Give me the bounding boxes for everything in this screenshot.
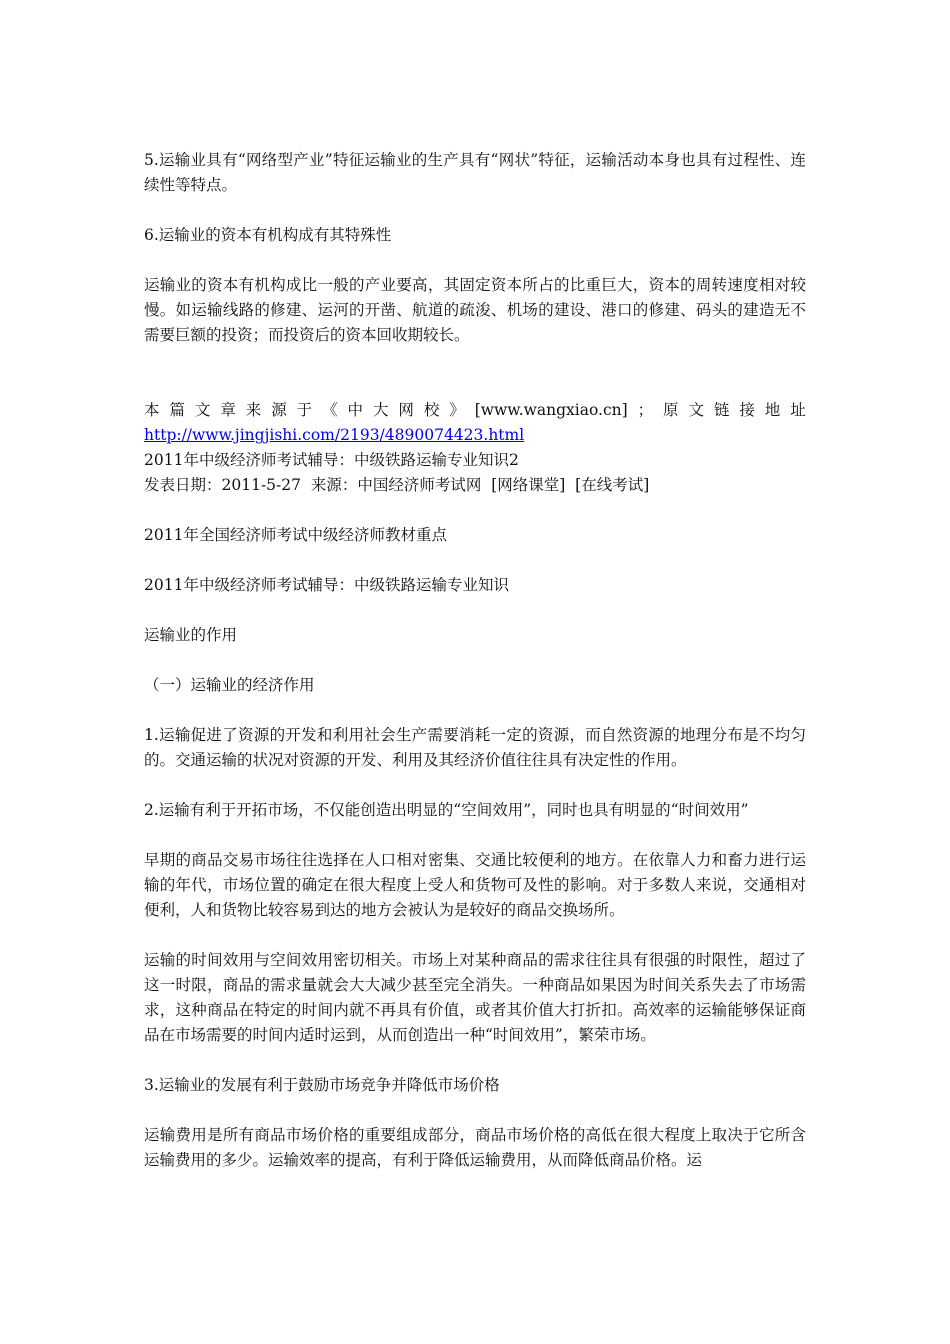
source-char: 地 <box>764 401 781 419</box>
source-char: 接 <box>739 401 755 419</box>
paragraph: 早期的商品交易市场往往选择在人口相对密集、交通比较便利的地方。在依靠人力和畜力进行运输的年代，市场位置的确定在很大程度上受人和货物可及性的影响。对于多数人来说，交通相对便利，人和货物比较容易到达的地方会被认为是较好的商品交换场所。 <box>144 851 806 919</box>
document-page <box>144 148 806 1198</box>
source-char: 中 <box>347 401 364 419</box>
paragraph: 运输的时间效用与空间效用密切相关。市场上对某种商品的需求往往具有很强的时限性，超过了这一时限，商品的需求量就会大大减少甚至完全消失。一种商品如果因为时间关系失去了市场需求，这种商品在特定的时间内就不再具有价值，或者其价值大打折扣。高效率的运输能够保证商品在市场需要的时间内适时运到，从而创造出一种“时间效用”，繁荣市场。 <box>144 951 806 1044</box>
paragraph: 2.运输有利于开拓市场，不仅能创造出明显的“空间效用”，同时也具有明显的“时间效用” <box>144 801 749 819</box>
paragraph: 2011年全国经济师考试中级经济师教材重点 <box>144 526 447 544</box>
source-char: 章 <box>220 401 236 419</box>
source-char: 本 <box>144 401 160 419</box>
source-char: 篇 <box>169 401 185 419</box>
source-site: [www.wangxiao.cn] <box>474 401 628 419</box>
source-char: 《 <box>322 401 338 419</box>
paragraph: 2011年中级经济师考试辅导：中级铁路运输专业知识 <box>144 576 509 594</box>
section-heading: 运输业的作用 <box>144 626 238 644</box>
paragraph: 5.运输业具有“网络型产业”特征运输业的生产具有“网状”特征，运输活动本身也具有过程性、连续性等特点。 <box>144 151 806 194</box>
source-char: 文 <box>688 401 704 419</box>
source-char: 校 <box>423 401 440 419</box>
source-char: 址 <box>790 401 806 419</box>
paragraph: 1.运输促进了资源的开发和利用社会生产需要消耗一定的资源，而自然资源的地理分布是不均匀的。交通运输的状况对资源的开发、利用及其经济价值往往具有决定性的作用。 <box>144 726 806 769</box>
source-char: 文 <box>194 401 211 419</box>
source-char: 大 <box>372 401 389 419</box>
subsection-heading: （一）运输业的经济作用 <box>144 676 315 694</box>
source-block <box>144 398 806 498</box>
source-char: 》 <box>449 401 465 419</box>
source-char: 原 <box>663 401 679 419</box>
paragraph: 6.运输业的资本有机构成有其特殊性 <box>144 226 392 244</box>
paragraph: 运输费用是所有商品市场价格的重要组成部分，商品市场价格的高低在很大程度上取决于它所含运输费用的多少。运输效率的提高，有利于降低运输费用，从而降低商品价格。运 <box>144 1126 806 1169</box>
source-line <box>144 398 806 423</box>
source-char: ； <box>637 401 654 419</box>
source-char: 源 <box>271 401 287 419</box>
source-char: 链 <box>713 401 730 419</box>
source-char: 于 <box>296 401 313 419</box>
paragraph: 运输业的资本有机构成比一般的产业要高，其固定资本所占的比重巨大，资本的周转速度相对较慢。如运输线路的修建、运河的开凿、航道的疏浚、机场的建设、港口的修建、码头的建造无不需要巨额的投资；而投资后的资本回收期较长。 <box>144 276 806 344</box>
paragraph: 3.运输业的发展有利于鼓励市场竞争并降低市场价格 <box>144 1076 500 1094</box>
article-meta: 发表日期：2011-5-27 来源：中国经济师考试网 [网络课堂] [在线考试] <box>144 476 650 494</box>
source-char: 来 <box>245 401 262 419</box>
source-link[interactable]: http://www.jingjishi.com/2193/4890074423.html <box>144 426 525 444</box>
source-char: 网 <box>398 401 414 419</box>
article-title: 2011年中级经济师考试辅导：中级铁路运输专业知识2 <box>144 451 519 469</box>
